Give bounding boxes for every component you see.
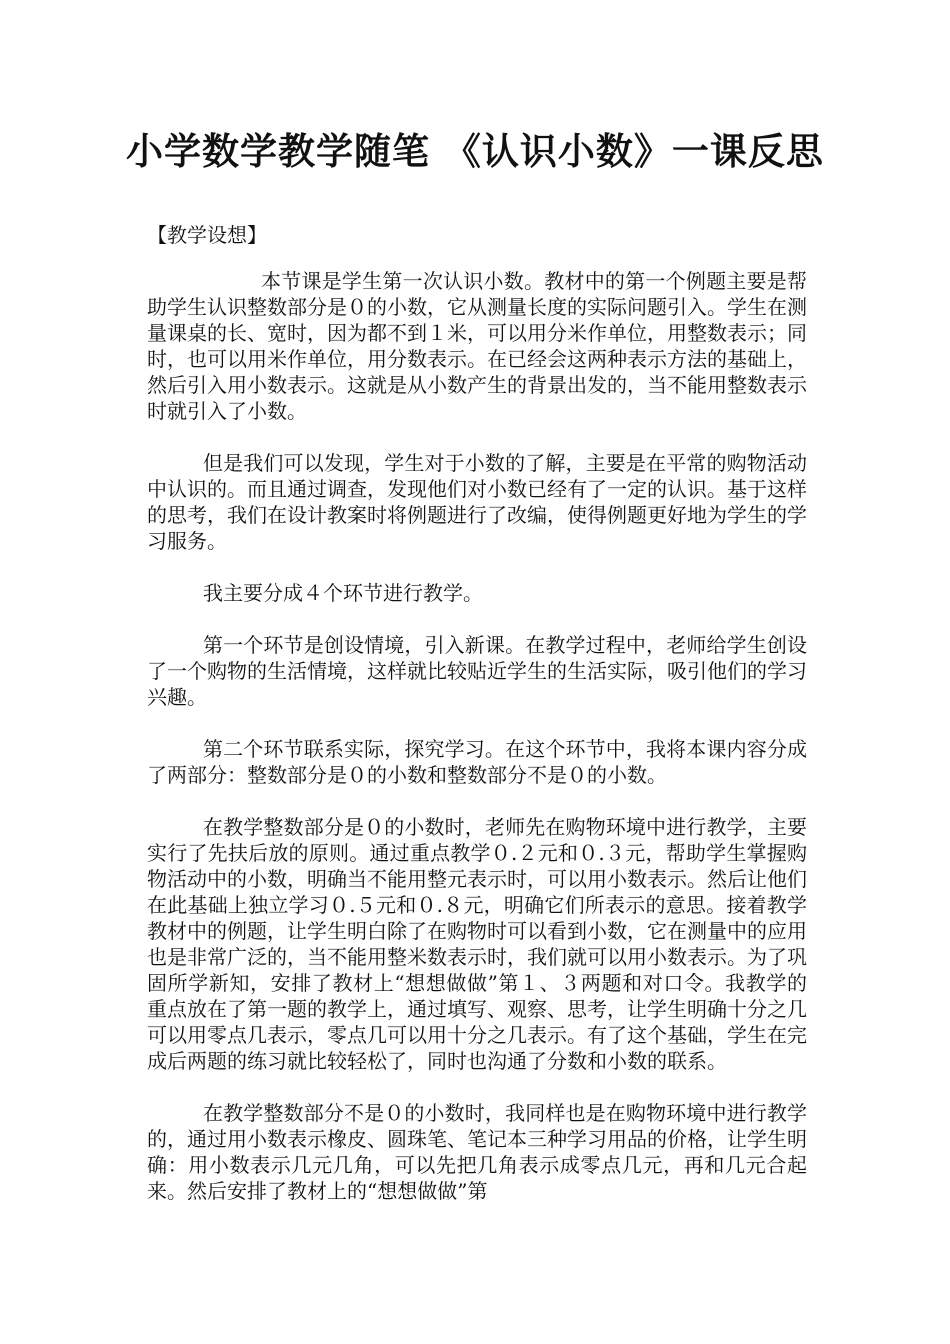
paragraph-1: 本节课是学生第一次认识小数。教材中的第一个例题主要是帮助学生认识整数部分是０的小数，它从测量长度的实际问题引入。学生在测量课桌的长、宽时，因为都不到１米，可以用分米作单位，用整数表示；同时，也可以用米作单位，用分数表示。在已经会这两种表示方法的基础上，然后引入用小数表示。这就是从小数产生的背景出发的，当不能用整数表示时就引入了小数。 [147, 269, 807, 423]
paragraph-4: 第一个环节是创设情境，引入新课。在教学过程中，老师给学生创设了一个购物的生活情境，这样就比较贴近学生的生活实际，吸引他们的学习兴趣。 [147, 633, 807, 709]
paragraph-7: 在教学整数部分不是０的小数时，我同样也是在购物环境中进行教学的，通过用小数表示橡皮、圆珠笔、笔记本三种学习用品的价格，让学生明确：用小数表示几元几角，可以先把几角表示成零点几元，再和几元合起来。然后安排了教材上的“想想做做”第 [147, 1101, 807, 1203]
paragraph-2: 但是我们可以发现，学生对于小数的了解，主要是在平常的购物活动中认识的。而且通过调查，发现他们对小数已经有了一定的认识。基于这样的思考，我们在设计教案时将例题进行了改编，使得例题更好地为学生的学习服务。 [147, 451, 807, 553]
document-body [147, 222, 807, 1230]
section-heading: 【教学设想】 [147, 223, 267, 247]
paragraph-5: 第二个环节联系实际，探究学习。在这个环节中，我将本课内容分成了两部分：整数部分是０的小数和整数部分不是０的小数。 [147, 737, 807, 787]
paragraph-6: 在教学整数部分是０的小数时，老师先在购物环境中进行教学，主要实行了先扶后放的原则。通过重点教学０.２元和０.３元，帮助学生掌握购物活动中的小数，明确当不能用整元表示时，可以用小数表示。然后让他们在此基础上独立学习０.５元和０.８元，明确它们所表示的意思。接着教学教材中的例题，让学生明白除了在购物时可以看到小数，它在测量中的应用也是非常广泛的，当不能用整米数表示时，我们就可以用小数表示。为了巩固所学新知，安排了教材上“想想做做”第１、３两题和对口令。我教学的重点放在了第一题的教学上，通过填写、观察、思考，让学生明确十分之几可以用零点几表示，零点几可以用十分之几表示。有了这个基础，学生在完成后两题的练习就比较轻松了，同时也沟通了分数和小数的联系。 [147, 815, 807, 1073]
document-title: 小学数学教学随笔 《认识小数》一课反思 [126, 130, 824, 173]
paragraph-3: 我主要分成４个环节进行教学。 [203, 581, 483, 605]
